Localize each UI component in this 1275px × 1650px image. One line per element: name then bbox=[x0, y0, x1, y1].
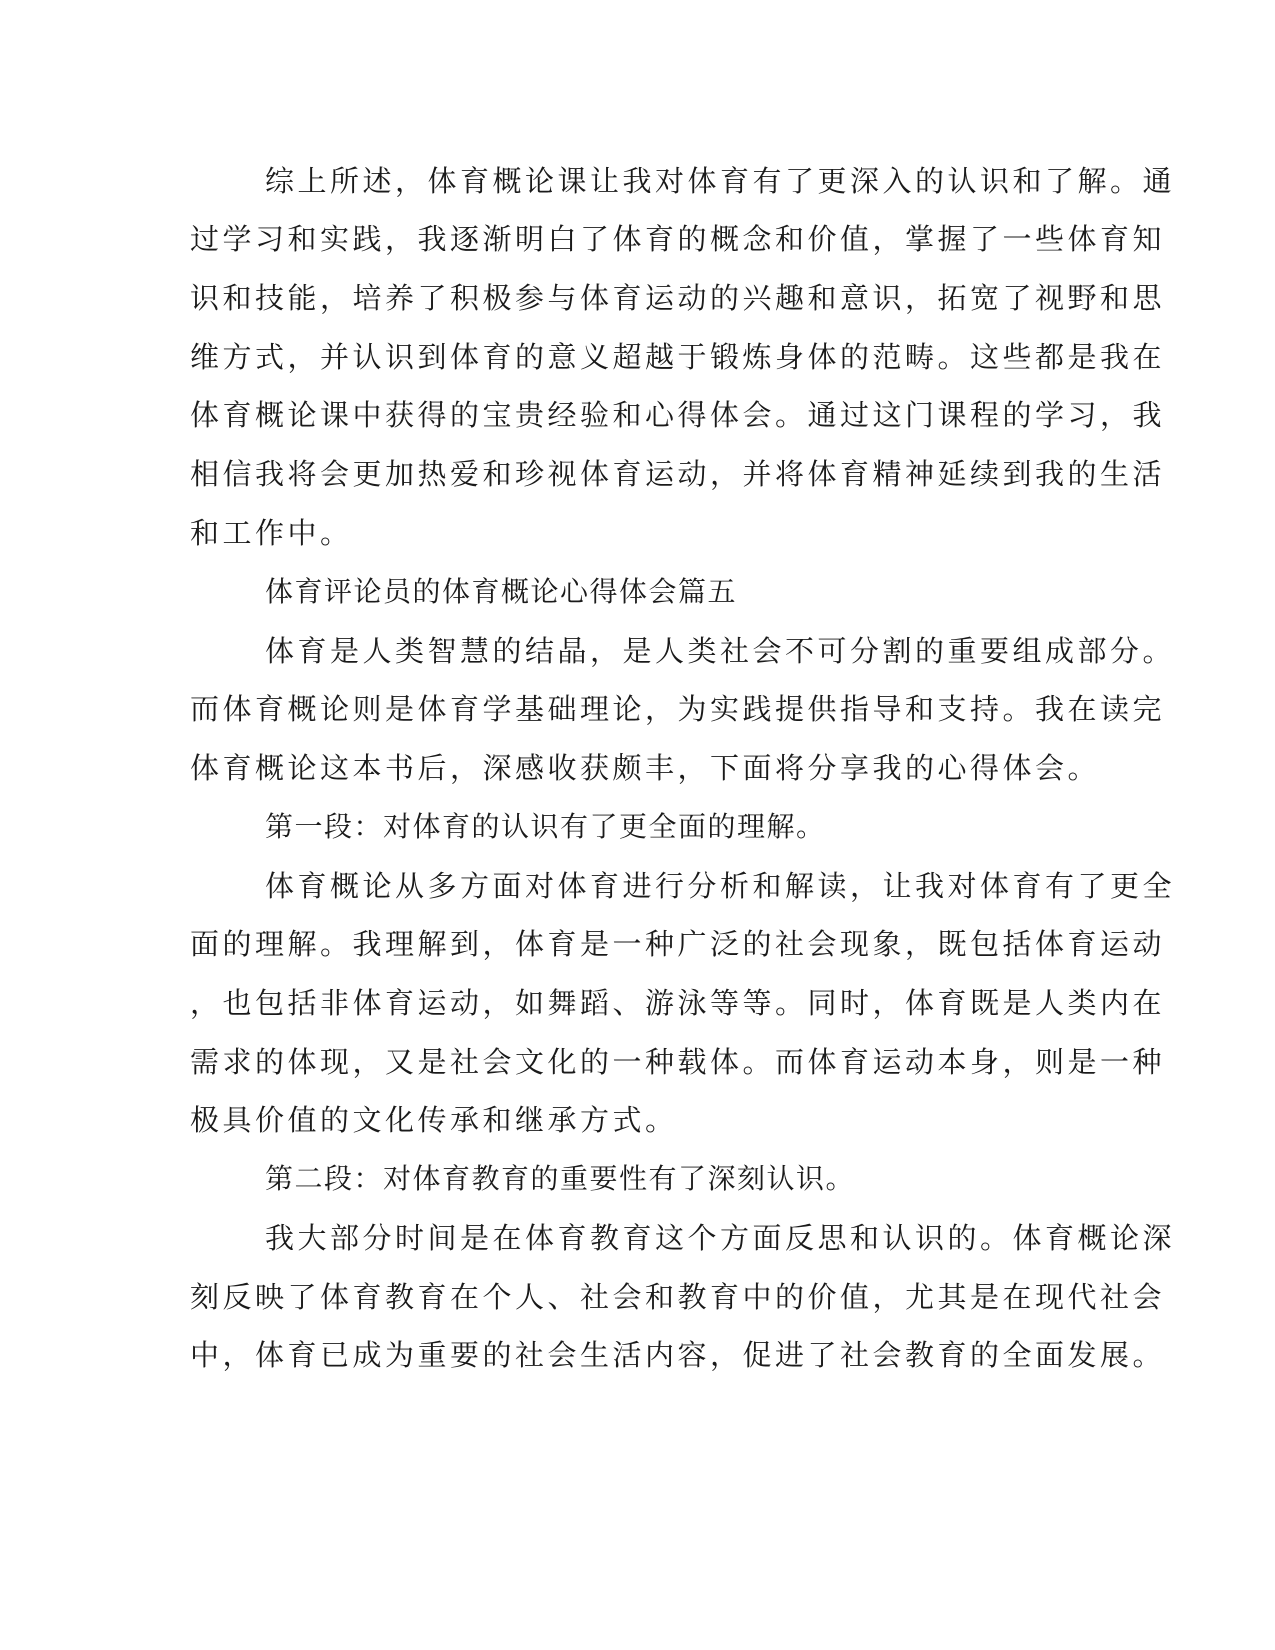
text-line: 体育是人类智慧的结晶，是人类社会不可分割的重要组成部分。 bbox=[265, 634, 1176, 668]
text-line: 体育概论从多方面对体育进行分析和解读，让我对体育有了更全 bbox=[265, 869, 1176, 903]
text-line: 体育概论课中获得的宝贵经验和心得体会。通过这门课程的学习，我 bbox=[190, 398, 1166, 432]
text-line: 体育评论员的体育概论心得体会篇五 bbox=[265, 575, 738, 608]
text-line: ，也包括非体育运动，如舞蹈、游泳等等。同时，体育既是人类内在 bbox=[190, 986, 1166, 1020]
text-line: 维方式，并认识到体育的意义超越于锻炼身体的范畴。这些都是我在 bbox=[190, 340, 1166, 374]
text-line: 第一段：对体育的认识有了更全面的理解。 bbox=[265, 810, 826, 843]
text-line: 极具价值的文化传承和继承方式。 bbox=[190, 1103, 678, 1137]
text-line: 过学习和实践，我逐渐明白了体育的概念和价值，掌握了一些体育知 bbox=[190, 222, 1166, 256]
text-line: 刻反映了体育教育在个人、社会和教育中的价值，尤其是在现代社会 bbox=[190, 1280, 1166, 1314]
text-line: 需求的体现，又是社会文化的一种载体。而体育运动本身，则是一种 bbox=[190, 1045, 1166, 1079]
text-line: 而体育概论则是体育学基础理论，为实践提供指导和支持。我在读完 bbox=[190, 692, 1166, 726]
text-line: 我大部分时间是在体育教育这个方面反思和认识的。体育概论深 bbox=[265, 1221, 1176, 1255]
text-line: 体育概论这本书后，深感收获颇丰，下面将分享我的心得体会。 bbox=[190, 751, 1101, 785]
text-line: 综上所述，体育概论课让我对体育有了更深入的认识和了解。通 bbox=[265, 164, 1176, 198]
text-line: 面的理解。我理解到，体育是一种广泛的社会现象，既包括体育运动 bbox=[190, 927, 1166, 961]
text-line: 中，体育已成为重要的社会生活内容，促进了社会教育的全面发展。 bbox=[190, 1338, 1166, 1372]
text-line: 和工作中。 bbox=[190, 516, 353, 550]
text-line: 识和技能，培养了积极参与体育运动的兴趣和意识，拓宽了视野和思 bbox=[190, 281, 1166, 315]
text-line: 第二段：对体育教育的重要性有了深刻认识。 bbox=[265, 1162, 856, 1195]
text-line: 相信我将会更加热爱和珍视体育运动，并将体育精神延续到我的生活 bbox=[190, 457, 1166, 491]
